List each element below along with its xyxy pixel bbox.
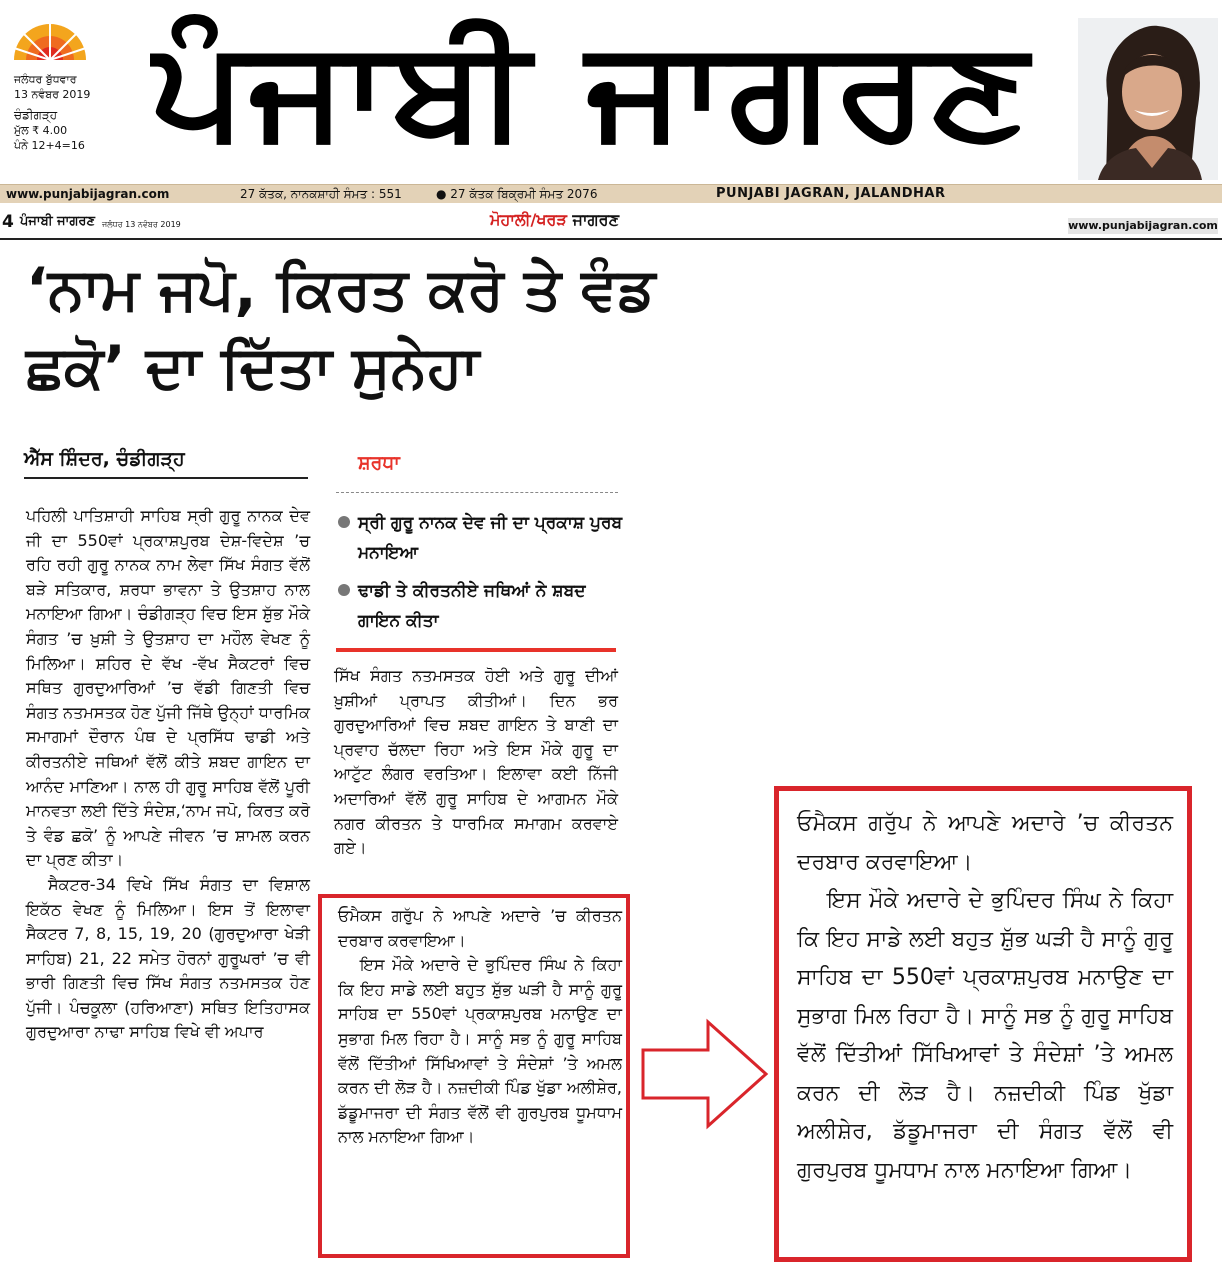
article-column-1 [26, 504, 310, 1045]
right-arrow-icon [640, 1018, 770, 1130]
page-date: ਜਲੰਧਰ 13 ਨਵੰਬਰ 2019 [102, 220, 181, 229]
highlighted-excerpt-small [318, 894, 630, 1258]
issue-date: 13 ਨਵੰਬਰ 2019 [14, 88, 91, 101]
portrait-photo [1078, 18, 1218, 180]
website-link[interactable]: www.punjabijagran.com [6, 187, 170, 201]
highlight-item [336, 576, 626, 636]
kicker-label: ਸ਼ਰਧਾ [358, 452, 400, 474]
section-title-black: ਜਾਗਰਣ [566, 210, 619, 229]
highlight-item [336, 508, 626, 568]
nanakshahi-date: 27 ਕੱਤਕ, ਨਾਨਕਸ਼ਾਹੀ ਸੰਮਤ : 551 [240, 187, 402, 201]
paragraph: ਇਸ ਮੌਕੇ ਅਦਾਰੇ ਦੇ ਭੁਪਿੰਦਰ ਸਿੰਘ ਨੇ ਕਿਹਾ ਕਿ ਇਹ ਸਾਡੇ ਲਈ ਬਹੁਤ ਸ਼ੁੱਭ ਘੜੀ ਹੈ ਸਾਨੂੰ ਗੁਰੂ ਸਾਹਿਬ ਦਾ 550ਵਾਂ ਪ੍ਰਕਾਸ਼ਪੁਰਬ ਮਨਾਉਣ ਦਾ ਸੁਭਾਗ ਮਿਲ ਰਿਹਾ ਹੈ। ਸਾਨੂੰ ਸਭ ਨੂੰ ਗੁਰੂ ਸਾਹਿਬ ਵੱਲੋਂ ਦਿੱਤੀਆਂ ਸਿੱਖਿਆਵਾਂ ਤੇ ਸੰਦੇਸ਼ਾਂ ’ਤੇ ਅਮਲ ਕਰਨ ਦੀ ਲੋੜ ਹੈ। ਨਜ਼ਦੀਕੀ ਪਿੰਡ ਖੁੱਡਾ ਅਲੀਸ਼ੇਰ, ਡੱਡੂਮਾਜਰਾ ਦੀ ਸੰਗਤ ਵੱਲੋਂ ਵੀ ਗੁਰਪੁਰਬ ਧੂਮਧਾਮ ਨਾਲ ਮਨਾਇਆ ਗਿਆ। [338, 955, 622, 1147]
paragraph: ਸੈਕਟਰ-34 ਵਿਖੇ ਸਿੱਖ ਸੰਗਤ ਦਾ ਵਿਸ਼ਾਲ ਇਕੱਠ ਵੇਖਣ ਨੂੰ ਮਿਲਿਆ। ਇਸ ਤੋਂ ਇਲਾਵਾ ਸੈਕਟਰ 7, 8, 15, 19, 20 (ਗੁਰਦੁਆਰਾ ਖੇੜੀ ਸਾਹਿਬ) 21, 22 ਸਮੇਤ ਹੋਰਨਾਂ ਗੁਰੂਘਰਾਂ ’ਚ ਵੀ ਭਾਰੀ ਗਿਣਤੀ ਵਿਚ ਸਿੱਖ ਸੰਗਤ ਨਤਮਸਤਕ ਹੋਣ ਪੁੱਜੀ। ਪੰਚਕੂਲਾ (ਹਰਿਆਣਾ) ਸਥਿਤ ਇਤਿਹਾਸਕ ਗੁਰਦੁਆਰਾ ਨਾਢਾ ਸਾਹਿਬ ਵਿਖੇ ਵੀ ਅਪਾਰ [26, 874, 310, 1042]
portrait-image [1078, 18, 1218, 180]
paragraph: ਇਸ ਮੌਕੇ ਅਦਾਰੇ ਦੇ ਭੁਪਿੰਦਰ ਸਿੰਘ ਨੇ ਕਿਹਾ ਕਿ ਇਹ ਸਾਡੇ ਲਈ ਬਹੁਤ ਸ਼ੁੱਭ ਘੜੀ ਹੈ ਸਾਨੂੰ ਗੁਰੂ ਸਾਹਿਬ ਦਾ 550ਵਾਂ ਪ੍ਰਕਾਸ਼ਪੁਰਬ ਮਨਾਉਣ ਦਾ ਸੁਭਾਗ ਮਿਲ ਰਿਹਾ ਹੈ। ਸਾਨੂੰ ਸਭ ਨੂੰ ਗੁਰੂ ਸਾਹਿਬ ਵੱਲੋਂ ਦਿੱਤੀਆਂ ਸਿੱਖਿਆਵਾਂ ਤੇ ਸੰਦੇਸ਼ਾਂ ’ਤੇ ਅਮਲ ਕਰਨ ਦੀ ਲੋੜ ਹੈ। ਨਜ਼ਦੀਕੀ ਪਿੰਡ ਖੁੱਡਾ ਅਲੀਸ਼ੇਰ, ਡੱਡੂਮਾਜਰਾ ਦੀ ਸੰਗਤ ਵੱਲੋਂ ਵੀ ਗੁਰਪੁਰਬ ਧੂਮਧਾਮ ਨਾਲ ਮਨਾਇਆ ਗਿਆ। [797, 888, 1173, 1183]
paper-name-small: ਪੰਜਾਬੀ ਜਾਗਰਣ [20, 214, 95, 229]
page-count: ਪੰਨੇ 12+4=16 [14, 139, 85, 152]
highlight-text: ਸ੍ਰੀ ਗੁਰੂ ਨਾਨਕ ਦੇਵ ਜੀ ਦਾ ਪ੍ਰਕਾਸ਼ ਪੁਰਬ ਮਨਾਇਆ [358, 513, 623, 563]
byline: ਐੱਸ ਸ਼ਿੰਦਰ, ਚੰਡੀਗੜ੍ਹ [24, 448, 185, 470]
bikrami-date: ● 27 ਕੱਤਕ ਬਿਕ੍ਰਮੀ ਸੰਮਤ 2076 [436, 187, 598, 201]
paragraph: ਪਹਿਲੀ ਪਾਤਿਸ਼ਾਹੀ ਸਾਹਿਬ ਸ੍ਰੀ ਗੁਰੂ ਨਾਨਕ ਦੇਵ ਜੀ ਦਾ 550ਵਾਂ ਪ੍ਰਕਾਸ਼ਪੁਰਬ ਦੇਸ਼-ਵਿਦੇਸ਼ ’ਚ ਰਹਿ ਰਹੀ ਗੁਰੂ ਨਾਨਕ ਨਾਮ ਲੇਵਾ ਸਿੱਖ ਸੰਗਤ ਵੱਲੋਂ ਬੜੇ ਸਤਿਕਾਰ, ਸ਼ਰਧਾ ਭਾਵਨਾ ਤੇ ਉਤਸ਼ਾਹ ਨਾਲ ਮਨਾਇਆ ਗਿਆ। ਚੰਡੀਗੜ੍ਹ ਵਿਚ ਇਸ ਸ਼ੁੱਭ ਮੌਕੇ ਸੰਗਤ ’ਚ ਖ਼ੁਸ਼ੀ ਤੇ ਉਤਸ਼ਾਹ ਦਾ ਮਹੌਲ ਵੇਖਣ ਨੂੰ ਮਿਲਿਆ। ਸ਼ਹਿਰ ਦੇ ਵੱਖ -ਵੱਖ ਸੈਕਟਰਾਂ ਵਿਚ ਸਥਿਤ ਗੁਰਦੁਆਰਿਆਂ ’ਚ ਵੱਡੀ ਗਿਣਤੀ ਵਿਚ ਸੰਗਤ ਨਤਮਸਤਕ ਹੋਣ ਪੁੱਜੀ ਜਿੱਥੇ ਉਨ੍ਹਾਂ ਧਾਰਮਿਕ ਸਮਾਗਮਾਂ ਦੌਰਾਨ ਪੰਥ ਦੇ ਪ੍ਰਸਿੱਧ ਢਾਡੀ ਅਤੇ ਕੀਰਤਨੀਏ ਜਥਿਆਂ ਵੱਲੋਂ ਕੀਤੇ ਸ਼ਬਦ ਗਾਇਨ ਦਾ ਆਨੰਦ ਮਾਣਿਆ। ਨਾਲ ਹੀ ਗੁਰੂ ਸਾਹਿਬ ਵੱਲੋਂ ਪੂਰੀ ਮਾਨਵਤਾ ਲਈ ਦਿੱਤੇ ਸੰਦੇਸ਼,‘ਨਾਮ ਜਪੋ, ਕਿਰਤ ਕਰੋ ਤੇ ਵੰਡ ਛਕੋ’ ਨੂੰ ਆਪਣੇ ਜੀਵਨ ’ਚ ਸ਼ਾਮਲ ਕਰਨ ਦਾ ਪ੍ਰਣ ਕੀਤਾ। [26, 506, 310, 870]
date-strip [0, 184, 1222, 203]
price: ਮੁੱਲ ₹ 4.00 [14, 124, 68, 137]
highlight-text: ਢਾਡੀ ਤੇ ਕੀਰਤਨੀਏ ਜਥਿਆਂ ਨੇ ਸ਼ਬਦ ਗਾਇਨ ਕੀਤਾ [358, 581, 586, 631]
paragraph: ਓਮੈਕਸ ਗਰੁੱਪ ਨੇ ਆਪਣੇ ਅਦਾਰੇ ’ਚ ਕੀਰਤਨ ਦਰਬਾਰ ਕਰਵਾਇਆ। [797, 811, 1173, 875]
city-day: ਜਲੰਧਰ ਬੁੱਧਵਾਰ [14, 73, 77, 86]
highlights-rule [336, 648, 616, 652]
paragraph: ਸਿੱਖ ਸੰਗਤ ਨਤਮਸਤਕ ਹੋਈ ਅਤੇ ਗੁਰੂ ਦੀਆਂ ਖ਼ੁਸ਼ੀਆਂ ਪ੍ਰਾਪਤ ਕੀਤੀਆਂ। ਦਿਨ ਭਰ ਗੁਰਦੁਆਰਿਆਂ ਵਿਚ ਸ਼ਬਦ ਗਾਇਨ ਤੇ ਬਾਣੀ ਦਾ ਪ੍ਰਵਾਹ ਚੱਲਦਾ ਰਿਹਾ ਅਤੇ ਇਸ ਮੌਕੇ ਗੁਰੂ ਦਾ ਆਟੁੱਟ ਲੰਗਰ ਵਰਤਿਆ। ਇਲਾਵਾ ਕਈ ਨਿੱਜੀ ਅਦਾਰਿਆਂ ਵੱਲੋਂ ਗੁਰੂ ਸਾਹਿਬ ਦੇ ਆਗਮਨ ਮੌਕੇ ਨਗਰ ਕੀਰਤਨ ਤੇ ਧਾਰਮਿਕ ਸਮਾਗਮ ਕਰਵਾਏ ਗਏ। [334, 666, 618, 858]
excerpt-text [797, 805, 1173, 1190]
bullet-dot-icon [338, 584, 350, 596]
paragraph: ਓਮੈਕਸ ਗਰੁੱਪ ਨੇ ਆਪਣੇ ਅਦਾਰੇ ’ਚ ਕੀਰਤਨ ਦਰਬਾਰ ਕਰਵਾਇਆ। [338, 906, 622, 950]
excerpt-text [338, 904, 622, 1150]
kicker-rule [336, 492, 618, 493]
publisher-name: PUNJABI JAGRAN, JALANDHAR [716, 186, 946, 201]
page-number: 4 [2, 212, 14, 232]
article-headline: ‘ਨਾਮ ਜਪੋ, ਕਿਰਤ ਕਰੋ ਤੇ ਵੰਡ ਛਕੋ’ ਦਾ ਦਿੱਤਾ ਸੁਨੇਹਾ [26, 255, 656, 401]
edition-city: ਚੰਡੀਗੜ੍ਹ [14, 108, 58, 122]
section-title [490, 210, 619, 230]
article-column-2 [334, 664, 618, 861]
bullet-dot-icon [338, 516, 350, 528]
newspaper-title: ਪੰਜਾਬੀ ਜਾਗਰਣ [150, 11, 1030, 169]
section-title-red: ਮੋਹਾਲੀ/ਖਰੜ [490, 210, 567, 229]
page-website[interactable]: www.punjabijagran.com [1068, 219, 1218, 232]
byline-rule [24, 477, 308, 479]
edition-info [14, 72, 144, 153]
sun-logo-icon [10, 18, 90, 60]
highlights-list [336, 508, 626, 644]
highlighted-excerpt-zoomed [774, 786, 1192, 1262]
